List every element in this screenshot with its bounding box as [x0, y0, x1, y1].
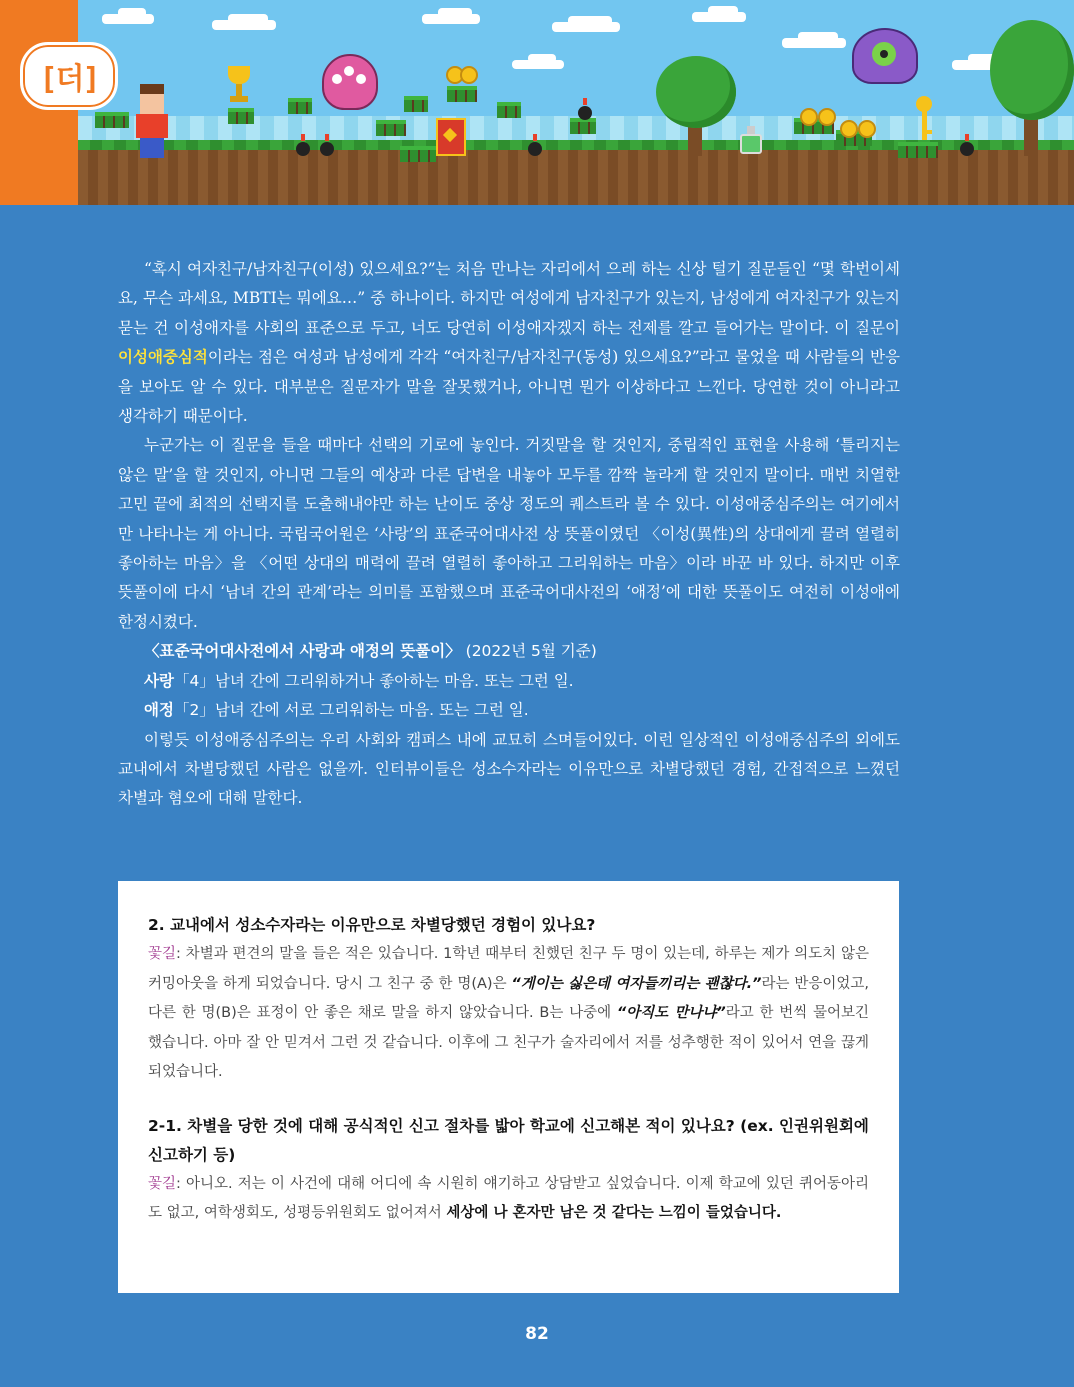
platform: [570, 118, 596, 134]
cloud-icon: [700, 12, 730, 22]
bomb-icon: [960, 142, 974, 156]
bomb-icon: [578, 106, 592, 120]
cloud-icon: [110, 14, 138, 24]
emphasis: 세상에 나 혼자만 남은 것 같다는 느낌이 들었습니다.: [446, 1205, 782, 1221]
section-tag: [더]: [20, 42, 118, 110]
article-body: [118, 255, 900, 814]
cloud-icon: [560, 22, 604, 32]
platform: [288, 98, 312, 114]
platform: [447, 86, 477, 102]
cloud-icon: [790, 38, 830, 48]
banner-ground: [78, 150, 1074, 205]
definition-love: 사랑「4」남녀 간에 그리워하거나 좋아하는 마음. 또는 그런 일.: [144, 671, 574, 690]
definition-affection: 애정「2」남녀 간에 서로 그리워하는 마음. 또는 그런 일.: [144, 701, 529, 720]
interview-box: [118, 881, 899, 1293]
paragraph: 이렇듯 이성애중심주의는 우리 사회와 캠퍼스 내에 교묘히 스며들어있다. 이런 일상적인 이성애중심주의 외에도 교내에서 차별당했던 사람은 없을까. 인터뷰이들은 성소수자라는 이유만으로 차별당했던 경험, 간접적으로 느꼈던 차별과 혐오에 대해 말한다.: [118, 730, 900, 808]
potion-icon: [740, 126, 762, 154]
monster-icon: [322, 54, 378, 110]
cloud-icon: [430, 14, 464, 24]
coin-icon: [858, 120, 876, 138]
paragraph: “혹시 여자친구/남자친구(이성) 있으세요?”는 처음 만나는 자리에서 으레 하는 신상 털기 질문들인 “몇 학번이세요, 무슨 과세요, MBTI는 뭐에요…” 중 하나이다. 하지만 여성에게 남자친구가 있는지, 남성에게 여자친구가 있는지 묻는 건 이성애자를 사회의 표준으로 두고, 너도 당연히 이성애자겠지 하는 전제를 깔고 들어가는 말이다. 이 질문이 이성애중심적이라는 점은 여성과 남성에게 각각 “여자친구/남자친구(동성) 있으세요?”라고 물었을 때 사람들의 반응을 보아도 알 수 있다. 대부분은 질문자가 말을 잘못했거나, 아니면 뭔가 이상하다고 느낀다. 당연한 것이 아니라고 생각하기 때문이다.: [118, 260, 900, 426]
platform: [404, 96, 428, 112]
platform: [898, 142, 938, 158]
platform: [497, 102, 521, 118]
tree-icon: [990, 20, 1074, 156]
interview-question: 2. 교내에서 성소수자라는 이유만으로 차별당했던 경험이 있나요?: [148, 916, 596, 934]
alien-icon: [852, 28, 918, 84]
platform: [376, 120, 406, 136]
interview-question: 2-1. 차별을 당한 것에 대해 공식적인 신고 절차를 밟아 학교에 신고해본 적이 있나요? (ex. 인권위원회에 신고하기 등): [148, 1116, 869, 1164]
interview-answer: 꽃길: 차별과 편견의 말을 들은 적은 있습니다. 1학년 때부터 친했던 친구 두 명이 있는데, 하루는 제가 의도치 않은 커밍아웃을 하게 되었습니다. 당시 그 친구 중 한 명(A)은 “게이는 싫은데 여자들끼리는 괜찮다.”라는 반응이었고, 다른 한 명(B)은 표정이 안 좋은 채로 말을 하지 않았습니다. B는 나중에 “아직도 만나냐”라고 한 번씩 물어보긴 했습니다. 아마 잘 안 믿겨서 그런 것 같습니다. 이후에 그 친구가 술자리에서 저를 성추행한 적이 있어서 연을 끊게 되었습니다.: [148, 946, 870, 1080]
quote: “게이는 싫은데 여자들끼리는 괜찮다.”: [511, 975, 762, 992]
shield-icon: [436, 118, 466, 156]
platform: [228, 108, 254, 124]
bomb-icon: [296, 142, 310, 156]
player-character-icon: [132, 84, 172, 158]
coin-icon: [460, 66, 478, 84]
cloud-icon: [520, 60, 548, 69]
key-icon: [916, 96, 932, 142]
trophy-icon: [224, 66, 254, 106]
coin-icon: [818, 108, 836, 126]
speaker-name: 꽃길: [148, 946, 177, 962]
interview-answer: 꽃길: 아니오. 저는 이 사건에 대해 어디에 속 시원히 얘기하고 상담받고 싶었습니다. 이제 학교에 있던 퀴어동아리도 없고, 여학생회도, 성평등위원회도 없어져서 세상에 나 혼자만 남은 것 같다는 느낌이 들었습니다.: [148, 1175, 869, 1221]
coin-icon: [800, 108, 818, 126]
paragraph: 누군가는 이 질문을 들을 때마다 선택의 기로에 놓인다. 거짓말을 할 것인지, 중립적인 표현을 사용해 ‘틀리지는 않은 말’을 할 것인지, 아니면 그들의 예상과 다른 답변을 내놓아 모두를 깜짝 놀라게 할 것인지 말이다. 매번 치열한 고민 끝에 최적의 선택지를 도출해내야만 하는 난이도 중상 정도의 퀘스트라 볼 수 있다. 이성애중심주의는 여기에서만 나타나는 게 아니다. 국립국어원은 ‘사랑’의 표준국어대사전 상 뜻풀이였던 〈이성(異性)의 상대에게 끌려 열렬히 좋아하는 마음〉을 〈어떤 상대의 매력에 끌려 열렬히 좋아하고 그리워하는 마음〉이라 바꾼 바 있다. 하지만 이후 뜻풀이에 다시 ‘남녀 간의 관계’라는 의미를 포함했으며 표준국어대사전의 ‘애정’에 대한 뜻풀이도 여전히 이성애에 한정시켰다.: [118, 436, 900, 631]
header-banner: [0, 0, 1074, 205]
dictionary-heading: 〈표준국어대사전에서 사랑과 애정의 뜻풀이〉 (2022년 5월 기준): [144, 642, 597, 661]
bomb-icon: [320, 142, 334, 156]
bomb-icon: [528, 142, 542, 156]
coin-icon: [840, 120, 858, 138]
platform: [400, 146, 436, 162]
cloud-icon: [220, 20, 260, 30]
highlight-term: 이성애중심적: [118, 348, 208, 367]
speaker-name: 꽃길: [148, 1175, 177, 1192]
page-number: 82: [525, 1324, 549, 1344]
platform: [95, 112, 129, 128]
tree-icon: [656, 56, 736, 156]
quote: “아직도 만나냐”: [616, 1005, 726, 1021]
